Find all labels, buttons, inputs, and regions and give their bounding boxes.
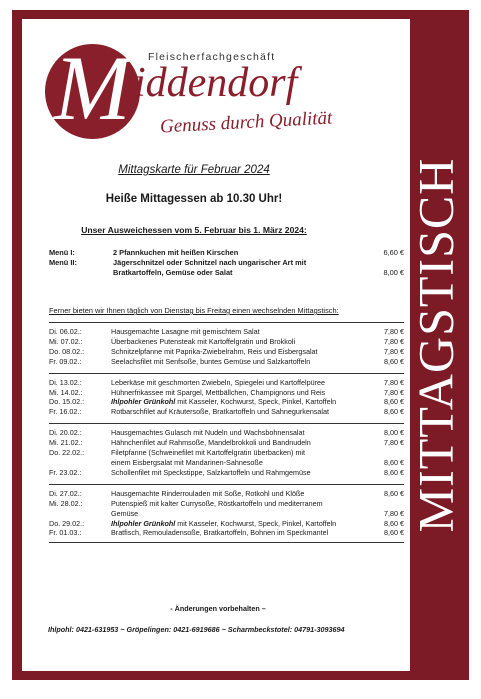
- menu-row: [49, 327, 404, 337]
- menu-day: Do. 22.02.:: [49, 448, 85, 458]
- menu-line: Bratkartoffeln, Gemüse oder Salat: [113, 268, 233, 278]
- dish-line: Filetpfanne (Schweinefilet mit Kartoffelgratin überbacken) mit: [111, 448, 306, 458]
- menu-price: 7,80 €: [384, 336, 404, 346]
- menu-row: [49, 388, 404, 398]
- contact-phone-numbers: Ihlpohl: 0421-631953 ~ Gröpelingen: 0421-6919686 ~ Scharmbeckstotel: 04791-3093694: [48, 625, 345, 634]
- menu-dish: Bratfisch, Remouladensoße, Bratkartoffeln, Bohnen im Speckmantel: [111, 528, 329, 538]
- menu-row: [49, 397, 404, 407]
- menu-day: Mi. 21.02.:: [49, 438, 83, 448]
- menu-dish: Überbackenes Putensteak mit Kartoffelgratin und Brokkoli: [111, 336, 296, 346]
- logo-letter: M: [54, 37, 131, 139]
- menu-price: 7,80 €: [384, 327, 404, 336]
- menu-price: 7,80 €: [384, 438, 404, 448]
- menu-dish: Hühnerfrikassee mit Spargel, Mettbällchen, Champignons und Reis: [111, 387, 326, 397]
- menu-dish: Leberkäse mit geschmorten Zwiebeln, Spiegelei und Kartoffelpüree: [111, 377, 326, 387]
- dish-rest: mit Kasseler, Kochwurst, Speck, Pinkel, Kartoffeln: [175, 518, 337, 528]
- menu-row: [49, 428, 404, 438]
- logo-name: iddendorf: [134, 60, 298, 106]
- menu-day: Di. 20.02.:: [49, 428, 82, 438]
- menu-row: [49, 438, 404, 448]
- menu-dish: [111, 397, 360, 407]
- changes-reserved-note: - Änderungen vorbehalten –: [170, 604, 266, 613]
- menu-item: [49, 248, 404, 258]
- menu-item: [49, 258, 404, 278]
- week-block: [49, 322, 404, 367]
- menu-price: 8,60 €: [384, 467, 404, 477]
- logo-tagline: Genuss durch Qualität: [159, 107, 333, 138]
- menu-price: 8,60 €: [384, 397, 404, 407]
- menu-day: Fr. 09.02.:: [49, 356, 82, 366]
- menu-row: [49, 407, 404, 417]
- menu-day: Di. 27.02.:: [49, 488, 82, 498]
- menu-price: 8,60 €: [384, 528, 404, 538]
- menu-row: [49, 357, 404, 367]
- menu-price: 8,60 €: [384, 457, 404, 467]
- logo-subtitle: Fleischerfachgeschäft: [148, 51, 276, 63]
- menu-row: [49, 448, 404, 468]
- menu-label: Menü II:: [49, 258, 77, 268]
- menu-day: Do. 29.02.:: [49, 518, 85, 528]
- menu-dish: Hausgemachte Lasagne mit gemischtem Salat: [111, 327, 260, 336]
- menu-day: Di. 06.02.:: [49, 327, 82, 336]
- dish-highlight: Ihlpohler Grünkohl: [111, 518, 176, 528]
- menu-price: 7,80 €: [384, 508, 404, 518]
- side-title: MITTAGSTISCH: [407, 157, 464, 533]
- dish-highlight: Ihlpohler Grünkohl: [111, 397, 176, 407]
- menu-dish: [111, 519, 360, 529]
- menu-line: 2 Pfannkuchen mit heißen Kirschen: [113, 248, 239, 257]
- menu-row: [49, 519, 404, 529]
- menu-price: 8,60 €: [384, 356, 404, 366]
- dish-line: Putenspieß mit kalter Currysoße, Röstkartoffeln und mediterranem: [111, 498, 323, 508]
- daily-menu-intro: Ferner bieten wir Ihnen täglich von Dienstag bis Freitag einen wechselnden Mittagstisch:: [49, 306, 339, 315]
- menu-price: 7,80 €: [384, 346, 404, 356]
- menu-dish: [111, 499, 360, 519]
- menu-dish: Schollenfilet mit Speckstippe, Salzkartoffeln und Rahmgemüse: [111, 467, 311, 477]
- menu-day: Fr. 23.02.:: [49, 467, 82, 477]
- menu-day: Di. 13.02.:: [49, 377, 82, 387]
- menu-row: [49, 499, 404, 519]
- menu-description: [113, 248, 364, 258]
- menu-dish: Hausgemachte Rinderrouladen mit Soße, Rotkohl und Klöße: [111, 488, 305, 498]
- menu-dish: Seelachsfilet mit Senfsoße, buntes Gemüse und Salzkartoffeln: [111, 356, 311, 366]
- menu-price: 8,60 €: [384, 488, 404, 498]
- menu-price: 8,00 €: [384, 428, 404, 438]
- weekly-menu: [49, 322, 404, 549]
- menu-label: Menü I:: [49, 248, 75, 257]
- week-block: [49, 373, 404, 418]
- menu-day: Do. 15.02.:: [49, 397, 85, 407]
- dish-line: einem Eisbergsalat mit Mandarinen-Sahnesoße: [111, 457, 263, 467]
- page-subtitle: Heiße Mittagessen ab 10.30 Uhr!: [105, 193, 283, 205]
- menu-dish: Rotbarschfilet auf Kräutersoße, Bratkartoffeln und Sahnegurkensalat: [111, 407, 330, 417]
- alternative-menu-list: [49, 248, 404, 279]
- week-block: [49, 484, 404, 544]
- menu-dish: Schnitzelpfanne mit Paprika-Zwiebelrahm, Reis und Eisbergsalat: [111, 346, 318, 356]
- menu-day: Fr. 16.02.:: [49, 407, 82, 417]
- menu-line: Jägerschnitzel oder Schnitzel nach ungarischer Art mit: [113, 258, 307, 268]
- menu-dish: Hähnchenfilet auf Rahmsoße, Mandelbrokkoli und Bandnudeln: [111, 438, 311, 448]
- alternative-menu-heading: Unser Ausweichessen vom 5. Februar bis 1. März 2024:: [81, 225, 307, 235]
- menu-row: [49, 347, 404, 357]
- menu-price: 8,60 €: [384, 518, 404, 528]
- menu-day: Mi. 07.02.:: [49, 336, 83, 346]
- menu-day: Mi. 28.02.:: [49, 498, 83, 508]
- menu-price: 6,60 €: [383, 248, 404, 257]
- side-banner: [407, 19, 464, 671]
- menu-row: [49, 337, 404, 347]
- menu-dish: Hausgemachtes Gulasch mit Nudeln und Wachsbohnensalat: [111, 428, 305, 438]
- menu-dish: [111, 448, 360, 468]
- menu-price: 7,80 €: [384, 387, 404, 397]
- week-block: [49, 423, 404, 478]
- menu-description: [113, 258, 364, 278]
- menu-price: 7,80 €: [384, 377, 404, 387]
- page-title: Mittagskarte für Februar 2024: [118, 164, 270, 176]
- menu-row: [49, 528, 404, 538]
- menu-row: [49, 378, 404, 388]
- menu-price: 8,00 €: [383, 268, 404, 278]
- menu-price: 8,60 €: [384, 407, 404, 417]
- menu-day: Do. 08.02.:: [49, 346, 85, 356]
- menu-row: [49, 489, 404, 499]
- menu-day: Fr. 01.03.:: [49, 528, 82, 538]
- dish-line: Gemüse: [111, 508, 139, 518]
- menu-row: [49, 468, 404, 478]
- menu-day: Mi. 14.02.:: [49, 387, 83, 397]
- dish-rest: mit Kasseler, Kochwurst, Speck, Pinkel, Kartoffeln: [175, 397, 337, 407]
